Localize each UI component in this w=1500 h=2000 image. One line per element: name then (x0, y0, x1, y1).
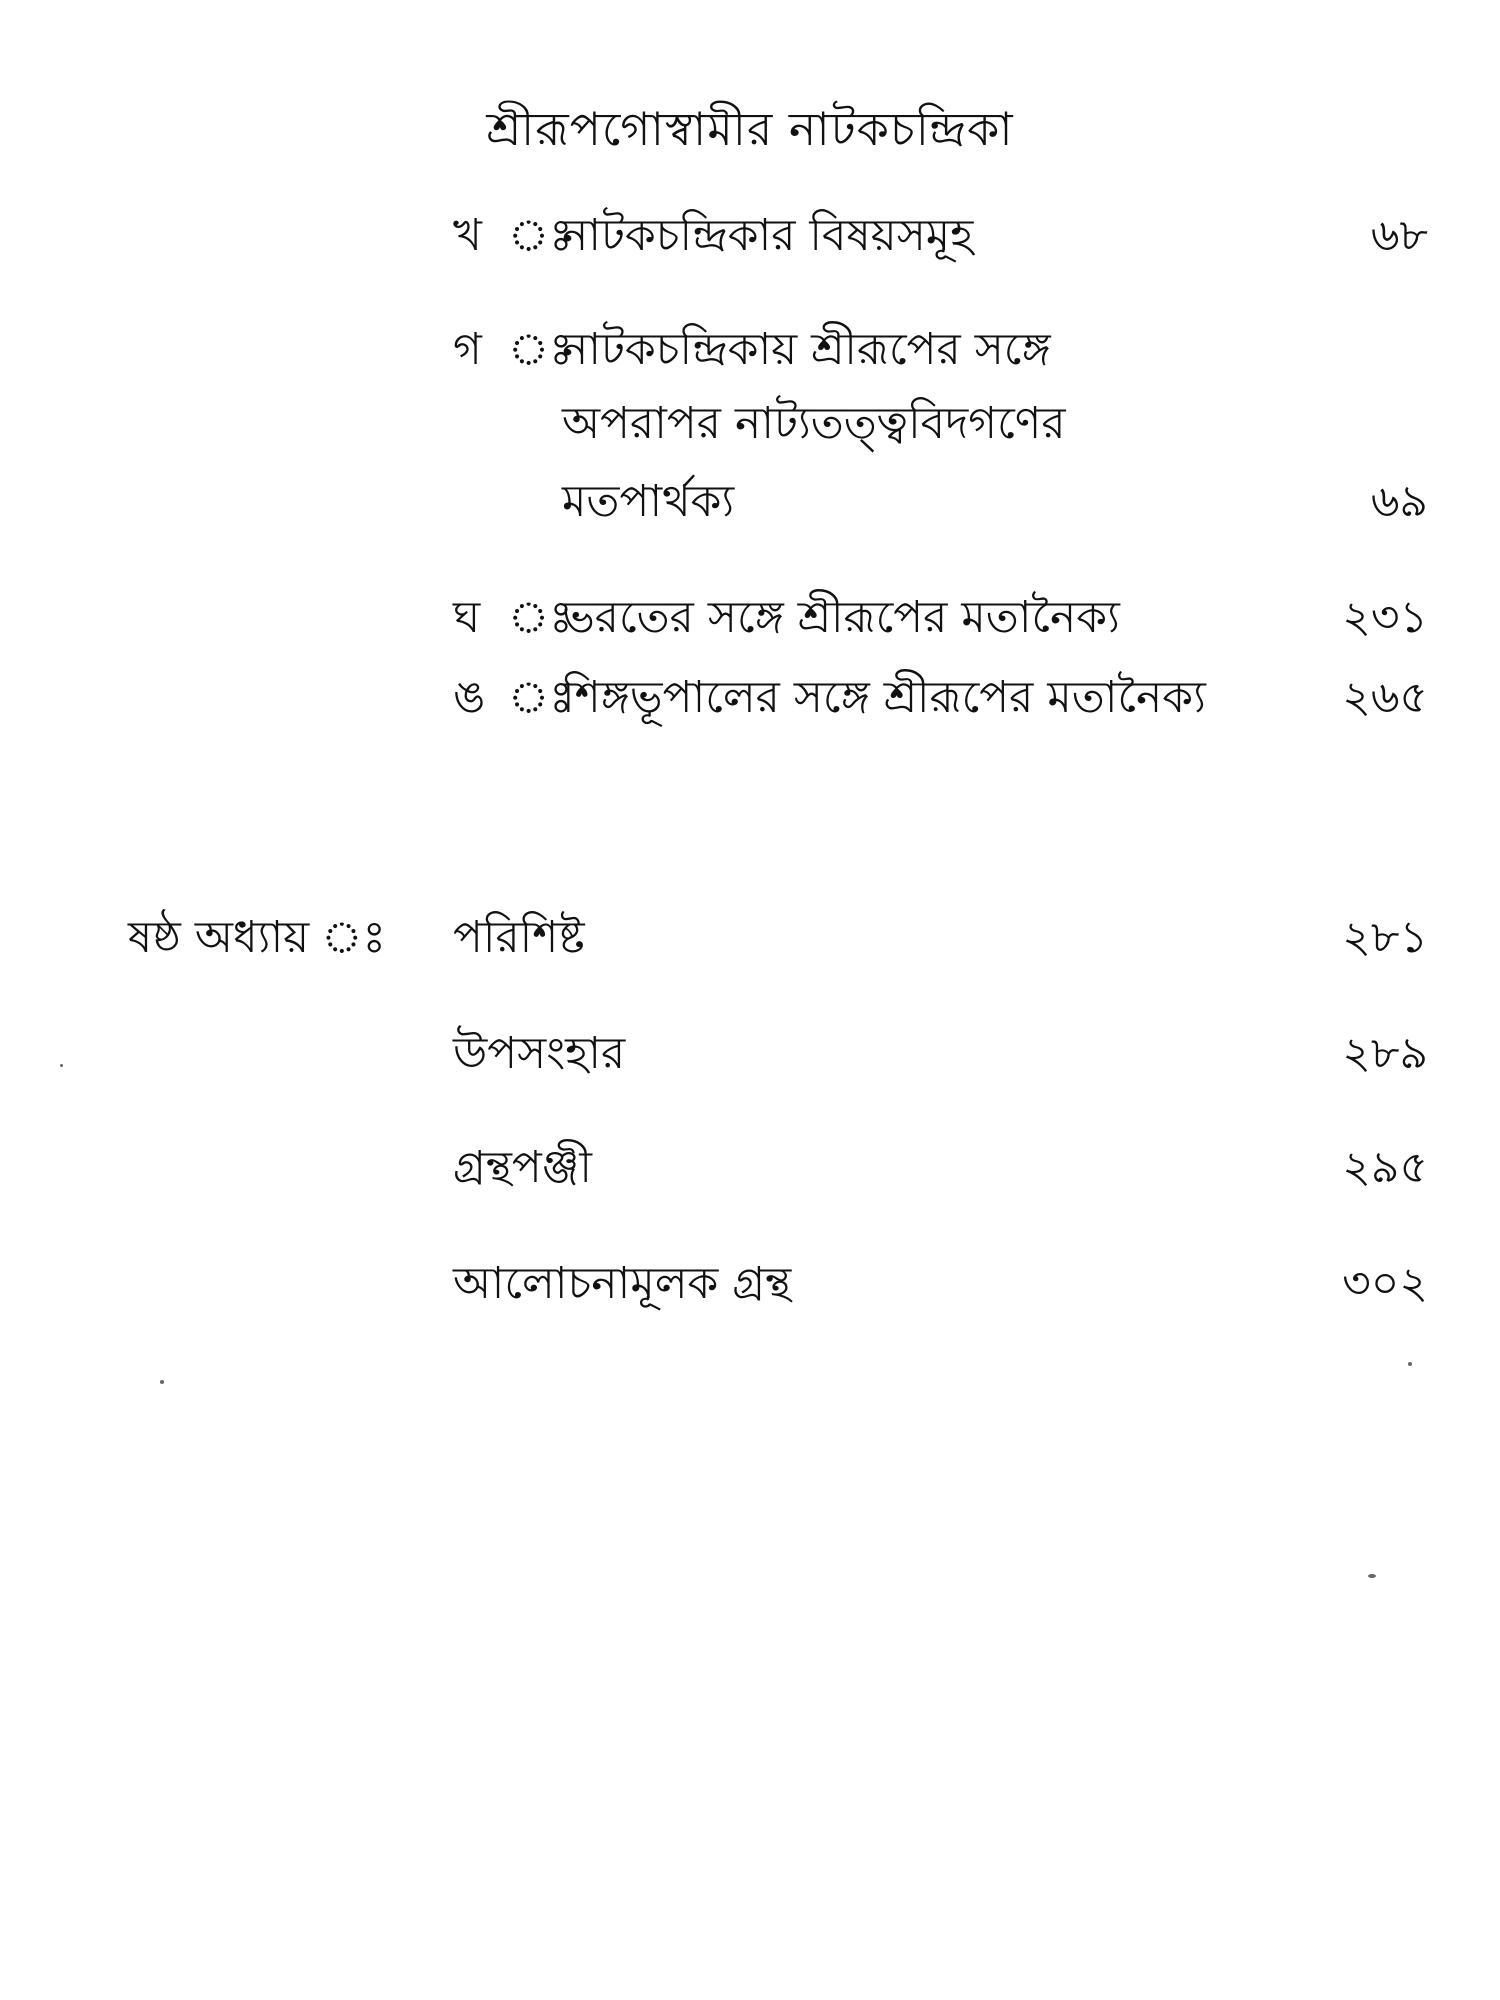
scan-speck (1368, 1574, 1376, 1578)
entry-title: নাটকচন্দ্রিকার বিষয়সমূহ (562, 210, 974, 261)
toc-entry (0, 670, 1500, 730)
chapter-item-title: উপসংহার (453, 1028, 626, 1079)
chapter-item-page-number: ৩০২ (1342, 1258, 1428, 1309)
entry-colon: ঃ (508, 672, 573, 723)
entry-title-line-2: অপরাপর নাট্যতত্ত্ববিদগণের (562, 398, 1066, 449)
entry-title-line-1: নাটকচন্দ্রিকায় শ্রীরূপের সঙ্গে (562, 324, 1051, 375)
toc-entry (0, 322, 1500, 527)
chapter-item (0, 910, 1500, 970)
scan-speck (60, 1064, 63, 1067)
chapter-item-title: গ্রন্থপঞ্জী (453, 1142, 592, 1193)
scan-speck (1408, 1362, 1412, 1366)
entry-marker: ঘ (453, 592, 481, 643)
toc-entry (0, 590, 1500, 650)
entry-marker: ঙ (453, 672, 486, 723)
toc-entry (0, 208, 1500, 268)
entry-title-line-3: মতপার্থক্য (562, 476, 735, 527)
chapter-item (0, 1256, 1500, 1316)
entry-title: ভরতের সঙ্গে শ্রীরূপের মতানৈক্য (562, 592, 1120, 643)
entry-page-number: ২৬৫ (1342, 672, 1428, 723)
entry-title: শিঙ্গভূপালের সঙ্গে শ্রীরূপের মতানৈক্য (562, 672, 1206, 723)
chapter-item-page-number: ২৮১ (1342, 912, 1428, 963)
chapter-item-page-number: ২৮৯ (1342, 1028, 1428, 1079)
entry-page-number: ৬৯ (1370, 476, 1428, 527)
entry-colon: ঃ (508, 324, 573, 375)
entry-colon: ঃ (508, 592, 573, 643)
chapter-item-title: পরিশিষ্ট (453, 912, 585, 963)
entry-marker: খ (453, 210, 482, 261)
chapter-item-title: আলোচনামূলক গ্রন্থ (453, 1258, 792, 1309)
chapter-label: ষষ্ঠ অধ্যায় ঃ (128, 912, 386, 963)
page-header: শ্রীরূপগোস্বামীর নাটকচন্দ্রিকা (486, 102, 1014, 156)
entry-colon: ঃ (508, 210, 573, 261)
chapter-item (0, 1026, 1500, 1086)
chapter-item (0, 1140, 1500, 1200)
entry-page-number: ২৩১ (1342, 592, 1428, 643)
entry-marker: গ (453, 324, 482, 375)
entry-page-number: ৬৮ (1370, 210, 1428, 261)
chapter-item-page-number: ২৯৫ (1342, 1142, 1428, 1193)
scan-speck (160, 1380, 164, 1384)
